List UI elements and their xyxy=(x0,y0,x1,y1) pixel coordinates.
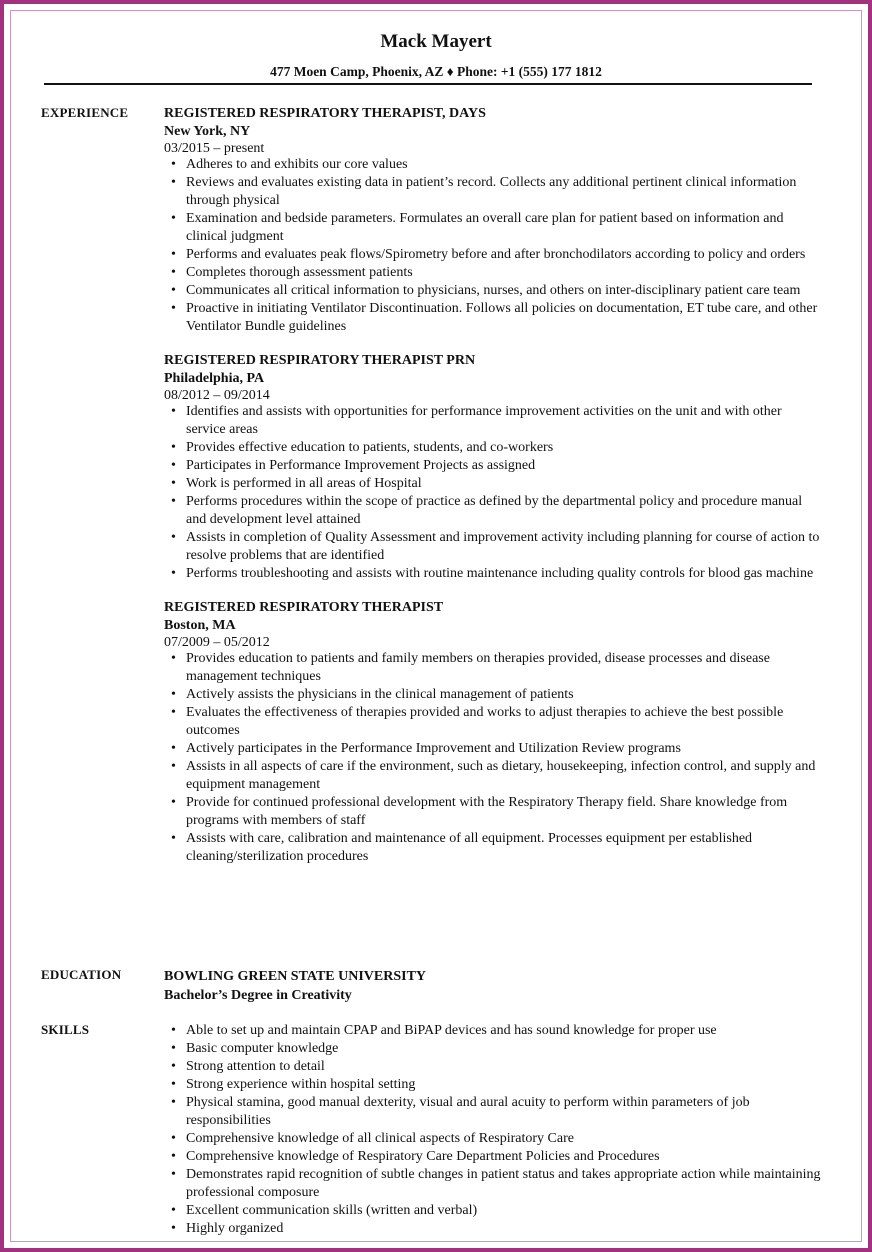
list-item: • Proactive in initiating Ventilator Discontinuation. Follows all policies on documentation, ET tube care, and other Ventilator Bundle guidelines xyxy=(164,300,824,336)
list-item: • Performs troubleshooting and assists with routine maintenance including quality controls for blood gas machine xyxy=(164,565,824,583)
job-entry xyxy=(164,599,824,866)
list-item: • Examination and bedside parameters. Formulates an overall care plan for patient based on information and clinical judgment xyxy=(164,210,824,246)
list-item: • Actively participates in the Performance Improvement and Utilization Review programs xyxy=(164,740,824,758)
job-location: New York, NY xyxy=(164,124,251,139)
section-label-skills: SKILLS xyxy=(41,1022,90,1037)
list-item: • Assists with care, calibration and maintenance of all equipment. Processes equipment per established cleaning/sterilization procedures xyxy=(164,830,824,866)
list-item: • Evaluates the effectiveness of therapies provided and works to adjust therapies to achieve the best possible outcomes xyxy=(164,704,824,740)
job-entry xyxy=(164,105,824,336)
section-label-education: EDUCATION xyxy=(41,967,122,982)
job-title: REGISTERED RESPIRATORY THERAPIST xyxy=(164,600,444,615)
job-dates: 03/2015 – present xyxy=(164,141,265,156)
list-item: • Basic computer knowledge xyxy=(164,1040,824,1058)
job-entry xyxy=(164,352,824,583)
list-item: • Able to set up and maintain CPAP and BiPAP devices and has sound knowledge for proper use xyxy=(164,1022,824,1040)
job-dates: 08/2012 – 09/2014 xyxy=(164,388,270,403)
education-content xyxy=(164,967,824,1005)
list-item: • Strong experience within hospital setting xyxy=(164,1076,824,1094)
list-item: • Work is performed in all areas of Hospital xyxy=(164,475,824,493)
list-item: • Assists in all aspects of care if the environment, such as dietary, housekeeping, infection control, and supply and equipment management xyxy=(164,758,824,794)
job-location: Boston, MA xyxy=(164,618,236,633)
list-item: • Identifies and assists with opportunities for performance improvement activities on the unit and with other service areas xyxy=(164,403,824,439)
list-item: • Actively assists the physicians in the clinical management of patients xyxy=(164,686,824,704)
list-item: • Physical stamina, good manual dexterity, visual and aural acuity to perform within parameters of job responsibilities xyxy=(164,1094,824,1130)
list-item: • Demonstrates rapid recognition of subtle changes in patient status and takes appropriate action while maintaining professional composure xyxy=(164,1166,824,1202)
school-name: BOWLING GREEN STATE UNIVERSITY xyxy=(164,969,427,984)
contact-line: 477 Moen Camp, Phoenix, AZ ♦ Phone: +1 (555) 177 1812 xyxy=(270,64,602,79)
list-item: • Comprehensive knowledge of Respiratory Care Department Policies and Procedures xyxy=(164,1148,824,1166)
section-label-experience: EXPERIENCE xyxy=(41,105,129,120)
job-dates: 07/2009 – 05/2012 xyxy=(164,635,270,650)
list-item: • Adheres to and exhibits our core values xyxy=(164,156,824,174)
list-item: • Participates in Performance Improvement Projects as assigned xyxy=(164,457,824,475)
skills-content xyxy=(164,1022,824,1238)
job-duties-list xyxy=(164,156,824,336)
job-duties-list xyxy=(164,403,824,583)
list-item: • Assists in completion of Quality Assessment and improvement activity including planning for course of action to resolve problems that are identified xyxy=(164,529,824,565)
job-duties-list xyxy=(164,650,824,866)
list-item: • Highly organized xyxy=(164,1220,824,1238)
degree-name: Bachelor’s Degree in Creativity xyxy=(164,988,352,1003)
list-item: • Provide for continued professional development with the Respiratory Therapy field. Share knowledge from programs with members of staff xyxy=(164,794,824,830)
candidate-name: Mack Mayert xyxy=(380,31,492,52)
list-item: • Comprehensive knowledge of all clinical aspects of Respiratory Care xyxy=(164,1130,824,1148)
list-item: • Excellent communication skills (written and verbal) xyxy=(164,1202,824,1220)
job-title: REGISTERED RESPIRATORY THERAPIST, DAYS xyxy=(164,106,486,121)
job-location: Philadelphia, PA xyxy=(164,371,265,386)
experience-content xyxy=(164,105,824,882)
job-title: REGISTERED RESPIRATORY THERAPIST PRN xyxy=(164,353,476,368)
list-item: • Reviews and evaluates existing data in patient’s record. Collects any additional pertinent clinical information through physical xyxy=(164,174,824,210)
skills-list xyxy=(164,1022,824,1238)
list-item: • Strong attention to detail xyxy=(164,1058,824,1076)
list-item: • Provides effective education to patients, students, and co-workers xyxy=(164,439,824,457)
list-item: • Performs procedures within the scope of practice as defined by the departmental policy and procedure manual and development level attained xyxy=(164,493,824,529)
header-divider xyxy=(44,83,812,85)
list-item: • Performs and evaluates peak flows/Spirometry before and after bronchodilators according to policy and orders xyxy=(164,246,824,264)
list-item: • Completes thorough assessment patients xyxy=(164,264,824,282)
list-item: • Provides education to patients and family members on therapies provided, disease processes and disease management techniques xyxy=(164,650,824,686)
list-item: • Communicates all critical information to physicians, nurses, and others on inter-disciplinary patient care team xyxy=(164,282,824,300)
